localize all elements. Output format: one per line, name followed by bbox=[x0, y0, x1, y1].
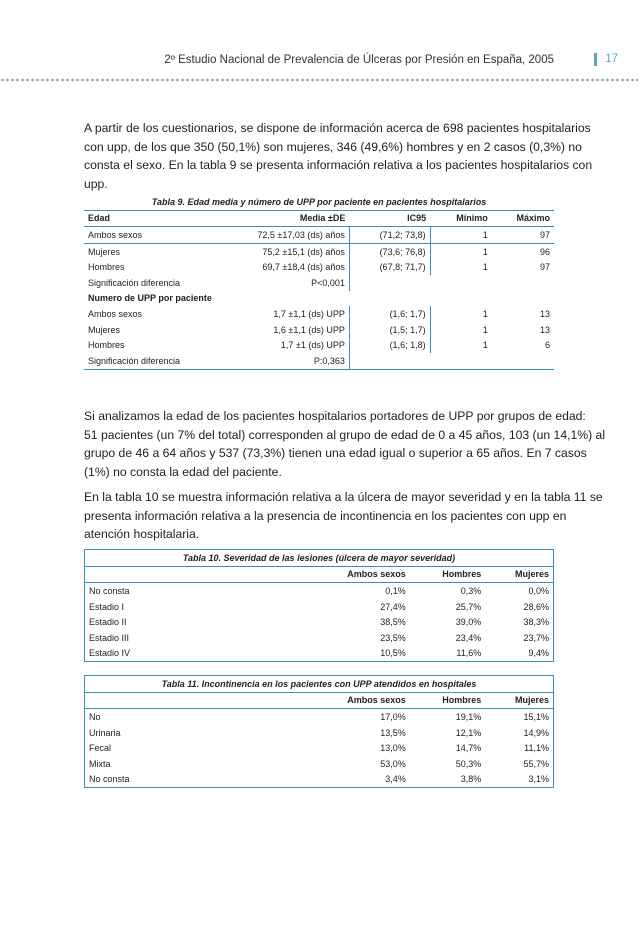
table-row bbox=[85, 709, 554, 725]
table-cell: 6 bbox=[544, 340, 550, 351]
text-line: 51 pacientes (un 7% del total) corresponden al grupo de edad de 0 a 45 años, 103 (un 14,1%) al bbox=[84, 427, 606, 442]
table-cell: 11,1% bbox=[524, 743, 549, 754]
table-cell: Hombres bbox=[88, 340, 125, 351]
table-cell: 96 bbox=[539, 246, 550, 257]
table-cell: 69,7 ±18,4 (ds) años bbox=[262, 262, 345, 273]
table-cell: 55,7% bbox=[523, 758, 549, 769]
table-cell: 9,4% bbox=[528, 648, 549, 659]
table-cell: 10,5% bbox=[380, 648, 406, 659]
table-10 bbox=[84, 549, 554, 662]
table-cell: 13,0% bbox=[380, 743, 406, 754]
table-cell: 1,7 ±1,1 (ds) UPP bbox=[273, 308, 345, 319]
table-cell: 23,7% bbox=[523, 632, 549, 643]
table-header: Media ±DE bbox=[236, 210, 349, 227]
table-cell: (71,2; 73,8) bbox=[349, 227, 430, 244]
table-header: Mínimo bbox=[430, 210, 492, 227]
table-row bbox=[84, 227, 554, 244]
table-header: Hombres bbox=[410, 566, 485, 583]
table-row bbox=[85, 630, 554, 646]
table-cell: Hombres bbox=[88, 262, 125, 273]
paragraph-intro bbox=[84, 119, 593, 193]
table-row bbox=[84, 337, 554, 353]
table-section-row bbox=[84, 291, 554, 307]
paragraph-age-groups bbox=[84, 407, 606, 481]
table-cell: Estadio I bbox=[89, 601, 125, 612]
table-row bbox=[85, 772, 554, 788]
table-cell: 1 bbox=[430, 227, 492, 244]
text-line: upp. bbox=[84, 176, 108, 191]
table-cell: 39,0% bbox=[455, 617, 482, 628]
table-cell: 0,3% bbox=[460, 585, 482, 596]
text-line: En la tabla 10 se muestra información relativa a la úlcera de mayor severidad y en la tabla 11 se bbox=[84, 490, 603, 504]
table-cell: 75,2 ±15,1 (ds) años bbox=[262, 246, 345, 257]
table-header: Hombres bbox=[410, 692, 485, 709]
table-cell: 13 bbox=[539, 324, 550, 335]
table-cell: 1 bbox=[430, 243, 492, 259]
table-cell: 3,8% bbox=[460, 774, 482, 785]
table-row bbox=[85, 583, 554, 599]
table-row bbox=[85, 725, 554, 741]
table-cell: 15,1% bbox=[523, 711, 549, 722]
table-header bbox=[85, 566, 304, 583]
table-cell: 53,0% bbox=[380, 758, 406, 769]
table-cell: 1 bbox=[430, 322, 492, 338]
table-cell: P:0,363 bbox=[236, 353, 349, 369]
table-cell: Estadio II bbox=[89, 617, 127, 628]
table-10-caption: Tabla 10. Severidad de las lesiones (úlcera de mayor severidad) bbox=[85, 550, 554, 567]
table-cell: No consta bbox=[89, 774, 130, 785]
table-cell: 1,6 ±1,1 (ds) UPP bbox=[273, 324, 345, 335]
table-row bbox=[84, 306, 554, 322]
table-cell: 50,3% bbox=[455, 758, 482, 769]
table-cell: 13 bbox=[539, 308, 550, 319]
table-cell: 14,7% bbox=[455, 743, 482, 754]
paragraph-tables-intro bbox=[84, 488, 603, 544]
table-cell: Estadio IV bbox=[89, 648, 131, 659]
table-row bbox=[84, 259, 554, 275]
table-cell: 17,0% bbox=[380, 711, 406, 722]
table-row bbox=[85, 599, 554, 615]
table-cell: (73,6; 76,8) bbox=[349, 243, 430, 259]
table-cell: 28,6% bbox=[523, 601, 549, 612]
table-cell: 97 bbox=[492, 227, 554, 244]
table-cell: 0,0% bbox=[528, 585, 549, 596]
table-cell: P<0,001 bbox=[311, 277, 345, 288]
table-11 bbox=[84, 675, 554, 788]
table-cell: 38,5% bbox=[380, 617, 406, 628]
table-11-caption: Tabla 11. Incontinencia en los pacientes con UPP atendidos en hospitales bbox=[85, 676, 554, 693]
table-cell: 1 bbox=[430, 306, 492, 322]
table-header: Ambos sexos bbox=[303, 692, 410, 709]
text-line: grupo de 46 a 64 años y 537 (73,3%) tienen una edad igual o superior a 65 años. En 7 casos bbox=[84, 446, 587, 460]
table-row bbox=[85, 740, 554, 756]
text-line: atención hospitalaria. bbox=[84, 527, 200, 541]
table-cell: 25,7% bbox=[455, 601, 482, 612]
text-line: con upp, de los que 350 (50,1%) son mujeres, 346 (49,6%) hombres y en 2 casos (0,3%) no bbox=[84, 139, 582, 154]
table-9-caption: Tabla 9. Edad media y número de UPP por paciente en pacientes hospitalarios bbox=[84, 194, 554, 210]
table-cell: Mixta bbox=[89, 758, 111, 769]
table-row bbox=[85, 646, 554, 662]
table-cell: 11,6% bbox=[456, 648, 482, 659]
table-row bbox=[85, 614, 554, 630]
table-cell: (1,6; 1,7) bbox=[349, 306, 430, 322]
table-row bbox=[84, 322, 554, 338]
table-cell: 27,4% bbox=[380, 601, 406, 612]
page-number: 17 bbox=[594, 53, 618, 66]
table-cell: 1 bbox=[430, 337, 492, 353]
table-header bbox=[85, 692, 304, 709]
table-cell: Ambos sexos bbox=[84, 227, 236, 244]
table-cell: Mujeres bbox=[88, 246, 121, 257]
table-row bbox=[84, 243, 554, 259]
table-cell: (1,5; 1,7) bbox=[349, 322, 430, 338]
table-cell: 1 bbox=[430, 259, 492, 275]
table-header: IC95 bbox=[349, 210, 430, 227]
table-row bbox=[84, 353, 554, 369]
table-cell: No consta bbox=[89, 585, 130, 596]
table-cell: 0,1% bbox=[385, 585, 406, 596]
table-row bbox=[84, 275, 554, 291]
table-cell: 14,9% bbox=[523, 727, 549, 738]
table-cell: Urinaria bbox=[89, 727, 121, 738]
table-cell: Significación diferencia bbox=[88, 277, 181, 288]
table-cell: Mujeres bbox=[88, 324, 121, 335]
table-cell: 3,1% bbox=[528, 774, 549, 785]
table-cell: No bbox=[89, 711, 101, 722]
table-header: Mujeres bbox=[485, 566, 553, 583]
table-cell: Fecal bbox=[89, 743, 112, 754]
table-cell: 3,4% bbox=[385, 774, 406, 785]
table-section-title: Numero de UPP por paciente bbox=[88, 293, 212, 304]
table-cell: 19,1% bbox=[455, 711, 482, 722]
table-cell: 23,5% bbox=[380, 632, 406, 643]
table-cell: 72,5 ±17,03 (ds) años bbox=[236, 227, 349, 244]
text-line: consta el sexo. En la tabla 9 se presenta información relativa a los pacientes hospitalarios con bbox=[84, 158, 593, 172]
table-cell: (1,6; 1,8) bbox=[349, 337, 430, 353]
table-cell: Estadio III bbox=[89, 632, 130, 643]
text-line: Si analizamos la edad de los pacientes hospitalarios portadores de UPP por grupos de edad: bbox=[84, 409, 586, 423]
table-header: Mujeres bbox=[485, 692, 553, 709]
table-9 bbox=[84, 194, 554, 370]
text-line: A partir de los cuestionarios, se dispone de información acerca de 698 pacientes hospitalarios bbox=[84, 121, 591, 135]
table-cell: 38,3% bbox=[523, 617, 549, 628]
table-row bbox=[85, 756, 554, 772]
table-cell: Significación diferencia bbox=[84, 353, 236, 369]
table-cell: 97 bbox=[539, 262, 550, 273]
table-header: Ambos sexos bbox=[303, 566, 410, 583]
text-line: presenta información relativa a la presencia de incontinencia en los pacientes con upp en bbox=[84, 508, 567, 523]
page-header-title: 2º Estudio Nacional de Prevalencia de Úlceras por Presión en España, 2005 bbox=[164, 54, 554, 66]
table-header: Edad bbox=[84, 210, 236, 227]
table-header: Máximo bbox=[492, 210, 554, 227]
table-cell: (67,8; 71,7) bbox=[349, 259, 430, 275]
dotted-divider bbox=[0, 78, 638, 82]
table-cell: 13,5% bbox=[380, 727, 406, 738]
table-cell: Ambos sexos bbox=[88, 308, 143, 319]
table-cell: 1,7 ±1 (ds) UPP bbox=[280, 340, 345, 351]
text-line: (1%) no consta la edad del paciente. bbox=[84, 464, 282, 479]
table-cell: 23,4% bbox=[455, 632, 482, 643]
table-cell: 12,1% bbox=[455, 727, 482, 738]
